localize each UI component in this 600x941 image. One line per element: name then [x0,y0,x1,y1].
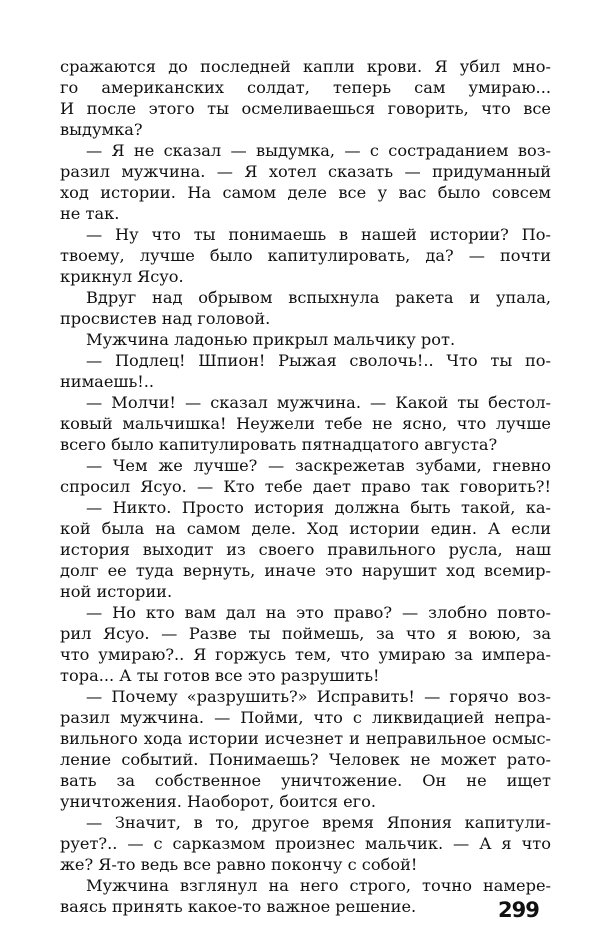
text-line: — Почему «разрушить?» Исправить! — горячо воз- [86,687,551,706]
text-line: рует?.. — с сарказмом произнес мальчик. — А я что [60,834,551,853]
text-line: — Но кто вам дал на это право? — злобно повто- [86,603,551,622]
text-line: кой была на самом деле. Ход истории един. А если [60,519,551,538]
text-line: го американских солдат, теперь сам умираю... [60,78,551,97]
text-line: долг ее туда вернуть, иначе это нарушит ход всемир- [60,561,551,580]
text-line: что умираю?.. Я горжусь тем, что умираю за импера- [60,645,551,664]
text-line: не так. [60,204,120,223]
text-line: выдумка? [60,120,143,139]
text-line: — Ну что ты понимаешь в нашей истории? По- [86,225,551,244]
text-line: всего было капитулировать пятнадцатого августа? [60,435,498,454]
text-line: ковый мальчишка! Неужели тебе не ясно, что лучше [60,414,551,433]
text-line: рил Ясуо. — Разве ты поймешь, за что я воюю, за [60,624,551,643]
text-line: — Я не сказал — выдумка, — с состраданием воз- [86,141,551,160]
text-line: тора... А ты готов все это разрушить! [60,666,380,685]
text-line: просвистев над головой. [60,309,271,328]
page-number: 299 [498,898,539,922]
text-line: нимаешь!.. [60,372,155,391]
text-line: ход истории. На самом деле все у вас было совсем [60,183,551,202]
text-line: — Чем же лучше? — заскрежетав зубами, гневно [86,456,551,475]
text-line: твоему, лучше было капитулировать, да? — почти [60,246,551,265]
text-line: вильного хода истории исчезнет и неправильное осмыс- [60,729,551,748]
text-line: разил мужчина. — Я хотел сказать — придуманный [60,162,551,181]
text-line: история выходит из своего правильного русла, наш [60,540,551,559]
text-line: ной истории. [60,582,173,601]
text-line: уничтожения. Наоборот, боится его. [60,792,377,811]
text-line: спросил Ясуо. — Кто тебе дает право так говорить?! [60,477,551,496]
text-line: сражаются до последней капли крови. Я убил мно- [60,57,551,76]
text-line: Мужчина ладонью прикрыл мальчику рот. [86,330,456,349]
text-line: же? Я-то ведь все равно покончу с собой! [60,855,418,874]
text-line: крикнул Ясуо. [60,267,184,286]
text-line: — Значит, в то, другое время Япония капитули- [86,813,551,832]
text-line: вать за собственное уничтожение. Он не ищет [60,771,551,790]
text-line: — Подлец! Шпион! Рыжая сволочь!.. Что ты по- [86,351,551,370]
text-line: — Молчи! — сказал мужчина. — Какой ты бестол- [86,393,551,412]
text-line: — Никто. Просто история должна быть такой, ка- [86,498,551,517]
text-line: разил мужчина. — Пойми, что с ликвидацией непра- [60,708,551,727]
text-line: Вдруг над обрывом вспыхнула ракета и упала, [86,288,551,307]
text-line: Мужчина взглянул на него строго, точно намере- [86,876,551,895]
text-line: И после этого ты осмеливаешься говорить, что все [60,99,551,118]
text-line: ваясь принять какое-то важное решение. [60,897,417,916]
text-line: ление событий. Понимаешь? Человек не может рато- [60,750,551,769]
